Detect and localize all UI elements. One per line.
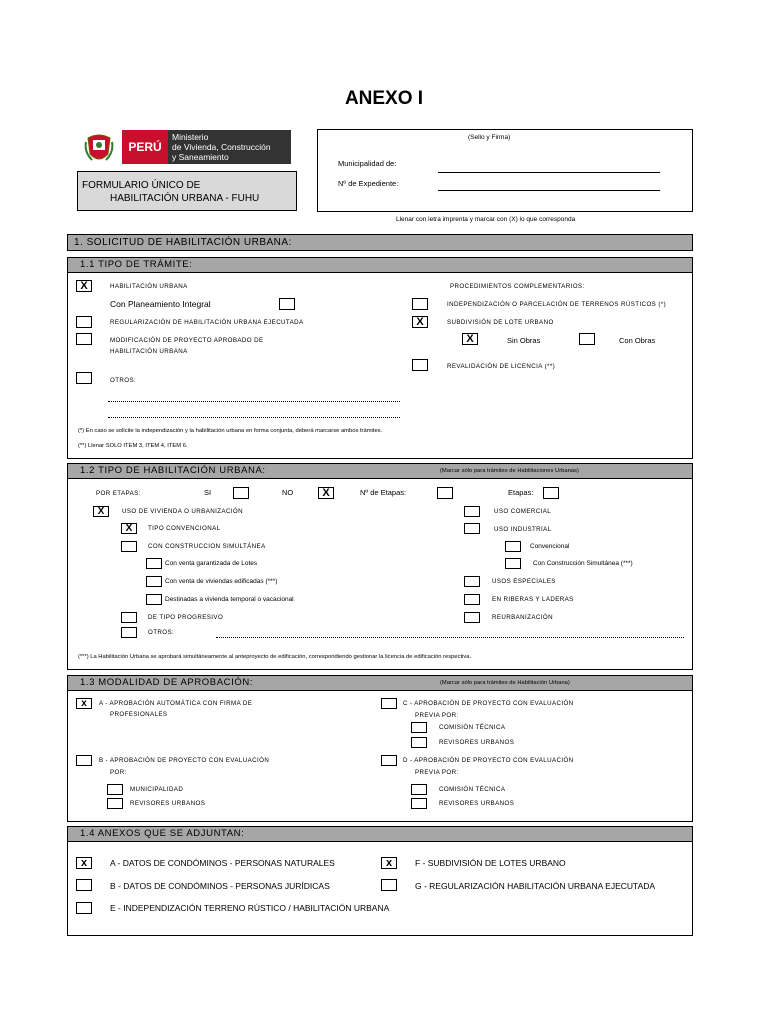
- d-aprobacion-label-1: D - APROBACIÓN DE PROYECTO CON EVALUACIÓN: [403, 757, 574, 764]
- b-municipalidad-checkbox[interactable]: [107, 784, 123, 795]
- a-aprobacion-label-2: PROFESIONALES: [110, 711, 168, 718]
- s11-note2: (**) Llenar SOLO ITEM 3, ITEM 4, ITEM 6.: [78, 443, 188, 449]
- section12-box: [67, 478, 693, 670]
- anexo-a-checkbox[interactable]: x: [76, 857, 92, 869]
- ministry-logo: Ministerio de Vivienda, Construcción y Saneamiento: [168, 130, 291, 164]
- con-obras-label: Con Obras: [619, 336, 656, 345]
- con-planeamiento-label: Con Planeamiento Integral: [110, 299, 211, 309]
- otros-line-2[interactable]: [108, 417, 400, 418]
- c-revisores-checkbox[interactable]: [411, 737, 427, 748]
- no-checkbox[interactable]: X: [318, 487, 334, 499]
- section12-header: [67, 463, 693, 479]
- sin-obras-checkbox[interactable]: X: [462, 333, 478, 345]
- a-aprobacion-checkbox[interactable]: x: [76, 698, 92, 709]
- n-etapas-label: Nº de Etapas:: [360, 488, 407, 497]
- otros-label: OTROS:: [110, 377, 137, 384]
- hab-urbana-checkbox[interactable]: X: [76, 280, 92, 292]
- section12-title: 1.2 TIPO DE HABILITACIÓN URBANA:: [80, 465, 266, 476]
- destinadas-label: Destinadas a vivienda temporal o vacacional: [165, 596, 294, 603]
- anexo-e-checkbox[interactable]: [76, 902, 92, 914]
- section13-note: (Marcar sólo para trámites de Habilitación Urbana): [440, 680, 570, 686]
- venta-garantizada-label: Con venta garantizada de Lotes: [165, 560, 258, 567]
- venta-viviendas-checkbox[interactable]: [146, 576, 162, 587]
- uso-comercial-label: USO COMERCIAL: [494, 508, 552, 515]
- otros12-label: OTROS:: [148, 629, 175, 636]
- si-label: SI: [204, 488, 212, 497]
- page-title: ANEXO I: [344, 88, 424, 109]
- con-construccion-label: CON CONSTRUCCION SIMULTÁNEA: [148, 543, 266, 550]
- convencional-label: Convencional: [530, 543, 570, 550]
- b-aprobacion-label-1: B - APROBACIÓN DE PROYECTO CON EVALUACIÓN: [99, 757, 270, 764]
- subdivision-label: SUBDIVISIÓN DE LOTE URBANO: [447, 319, 554, 326]
- regularizacion-checkbox[interactable]: [76, 316, 92, 328]
- municipality-label: Municipalidad de:: [338, 159, 397, 168]
- b-aprobacion-label-2: POR:: [110, 769, 127, 776]
- anexo-f-checkbox[interactable]: x: [381, 857, 397, 869]
- si-checkbox[interactable]: [233, 487, 249, 499]
- s12-footnote: (***) La Habilitación Urbana se aprobará simultáneamente al anteproyecto de edificación, correspondiendo gestionar la licencia de edificación respectiva.: [78, 654, 472, 660]
- independizacion-checkbox[interactable]: [412, 298, 428, 310]
- municipality-field[interactable]: [438, 172, 660, 173]
- anexo-e-label: E - INDEPENDIZACIÓN TERRENO RÚSTICO / HABILITACIÓN URBANA: [110, 903, 390, 913]
- con-construccion-sim-label: Con Construcción Simultánea (***): [533, 560, 633, 567]
- section13-header: [67, 675, 693, 691]
- anexo-g-checkbox[interactable]: [381, 879, 397, 891]
- tipo-convencional-checkbox[interactable]: X: [121, 523, 137, 534]
- a-aprobacion-label-1: A - APROBACIÓN AUTOMÁTICA CON FIRMA DE: [99, 700, 253, 707]
- reurbanizacion-checkbox[interactable]: [464, 612, 480, 623]
- n-etapas-box[interactable]: [437, 487, 453, 499]
- c-aprobacion-label-2: PREVIA POR:: [415, 712, 459, 719]
- modificacion-label-1: MODIFICACIÓN DE PROYECTO APROBADO DE: [110, 337, 264, 344]
- peru-crest-icon: [84, 132, 114, 164]
- seal-box: [317, 129, 693, 212]
- tipo-progresivo-label: DE TIPO PROGRESIVO: [148, 614, 224, 621]
- uso-industrial-checkbox[interactable]: [464, 523, 480, 534]
- con-construccion-sim-checkbox[interactable]: [505, 558, 521, 569]
- expediente-field[interactable]: [438, 190, 660, 191]
- section1-header: 1. SOLICITUD DE HABILITACIÓN URBANA:: [67, 234, 693, 251]
- section13-title: 1.3 MODALIDAD DE APROBACIÓN:: [80, 677, 254, 688]
- section12-note: (Marcar sólo para trámites de Habilitaciones Urbanas): [440, 468, 579, 474]
- proc-comp-label: PROCEDIMIENTOS COMPLEMENTARIOS:: [450, 283, 585, 290]
- otros-checkbox[interactable]: [76, 372, 92, 384]
- tipo-progresivo-checkbox[interactable]: [121, 612, 137, 623]
- uso-vivienda-checkbox[interactable]: X: [93, 506, 109, 517]
- c-aprobacion-checkbox[interactable]: [381, 698, 397, 709]
- con-construccion-checkbox[interactable]: [121, 541, 137, 552]
- instructions-text: Llenar con letra imprenta y marcar con (X) lo que corresponda: [396, 216, 576, 223]
- b-municipalidad-label: MUNICIPALIDAD: [130, 786, 184, 793]
- c-aprobacion-label-1: C - APROBACIÓN DE PROYECTO CON EVALUACIÓN: [403, 700, 574, 707]
- otros-line-1[interactable]: [108, 401, 400, 402]
- destinadas-checkbox[interactable]: [146, 594, 162, 605]
- d-comision-checkbox[interactable]: [411, 784, 427, 795]
- b-revisores-checkbox[interactable]: [107, 798, 123, 809]
- etapas-label: Etapas:: [508, 488, 534, 497]
- s11-note1: (*) En caso se solicite la independización y la habilitación urbana en forma conjunta, deberá marcarse ambos trámites.: [78, 428, 383, 434]
- convencional-checkbox[interactable]: [505, 541, 521, 552]
- riberas-label: EN RIBERAS Y LADERAS: [492, 596, 574, 603]
- regularizacion-label: REGULARIZACIÓN DE HABILITACIÓN URBANA EJECUTADA: [110, 319, 304, 326]
- sin-obras-label: Sin Obras: [507, 336, 541, 345]
- otros12-line[interactable]: [216, 637, 684, 638]
- anexo-f-label: F - SUBDIVISIÓN DE LOTES URBANO: [415, 858, 566, 868]
- modificacion-checkbox[interactable]: [76, 333, 92, 345]
- riberas-checkbox[interactable]: [464, 594, 480, 605]
- d-aprobacion-label-2: PREVIA POR:: [415, 769, 459, 776]
- form-name-box: [77, 171, 297, 211]
- c-comision-checkbox[interactable]: [411, 722, 427, 733]
- b-revisores-label: REVISORES URBANOS: [130, 800, 206, 807]
- etapas-box[interactable]: [543, 487, 559, 499]
- con-planeamiento-checkbox[interactable]: [279, 298, 295, 310]
- section14-header: 1.4 ANEXOS QUE SE ADJUNTAN:: [67, 826, 693, 842]
- uso-industrial-label: USO INDUSTRIAL: [494, 526, 552, 533]
- section11-header: 1.1 TIPO DE TRÁMITE:: [67, 257, 693, 273]
- otros12-checkbox[interactable]: [121, 627, 137, 638]
- subdivision-checkbox[interactable]: X: [412, 316, 428, 328]
- b-aprobacion-checkbox[interactable]: [76, 755, 92, 766]
- revalidacion-label: REVALIDACIÓN DE LICENCIA (**): [447, 363, 556, 370]
- independizacion-label: INDEPENDIZACIÓN O PARCELACIÓN DE TERRENOS RÚSTICOS (*): [447, 301, 667, 308]
- form-name-line1: FORMULARIO ÚNICO DE: [82, 180, 201, 191]
- peru-logo: PERÚ: [122, 130, 168, 164]
- anexo-a-label: A - DATOS DE CONDÓMINOS - PERSONAS NATURALES: [110, 858, 335, 868]
- usos-especiales-label: USOS ESPECIALES: [492, 578, 556, 585]
- uso-comercial-checkbox[interactable]: [464, 506, 480, 517]
- anexo-b-checkbox[interactable]: [76, 879, 92, 891]
- venta-garantizada-checkbox[interactable]: [146, 558, 162, 569]
- por-etapas-label: POR ETAPAS:: [96, 490, 141, 497]
- seal-label: (Sello y Firma): [468, 134, 511, 141]
- c-revisores-label: REVISORES URBANOS: [439, 739, 515, 746]
- uso-vivienda-label: USO DE VIVIENDA O URBANIZACIÓN: [122, 508, 243, 515]
- d-comision-label: COMISIÓN TÉCNICA: [439, 786, 506, 793]
- d-revisores-label: REVISORES URBANOS: [439, 800, 515, 807]
- con-obras-checkbox[interactable]: [579, 333, 595, 345]
- d-revisores-checkbox[interactable]: [411, 798, 427, 809]
- c-comision-label: COMISIÓN TÉCNICA: [439, 724, 506, 731]
- no-label: NO: [282, 488, 294, 497]
- reurbanizacion-label: REURBANIZACIÓN: [492, 614, 553, 621]
- venta-viviendas-label: Con venta de viviendas edificadas (***): [165, 578, 278, 585]
- d-aprobacion-checkbox[interactable]: [381, 755, 397, 766]
- form-name-line2: HABILITACIÓN URBANA - FUHU: [110, 193, 260, 204]
- anexo-b-label: B - DATOS DE CONDÓMINOS - PERSONAS JURÍDICAS: [110, 881, 330, 891]
- tipo-convencional-label: TIPO CONVENCIONAL: [148, 525, 221, 532]
- expediente-label: Nº de Expediente:: [338, 179, 399, 188]
- usos-especiales-checkbox[interactable]: [464, 576, 480, 587]
- anexo-g-label: G - REGULARIZACIÓN HABILITACIÓN URBANA EJECUTADA: [415, 881, 656, 891]
- hab-urbana-label: HABILITACIÓN URBANA: [110, 283, 188, 290]
- revalidacion-checkbox[interactable]: [412, 359, 428, 371]
- modificacion-label-2: HABILITACIÓN URBANA: [110, 348, 188, 355]
